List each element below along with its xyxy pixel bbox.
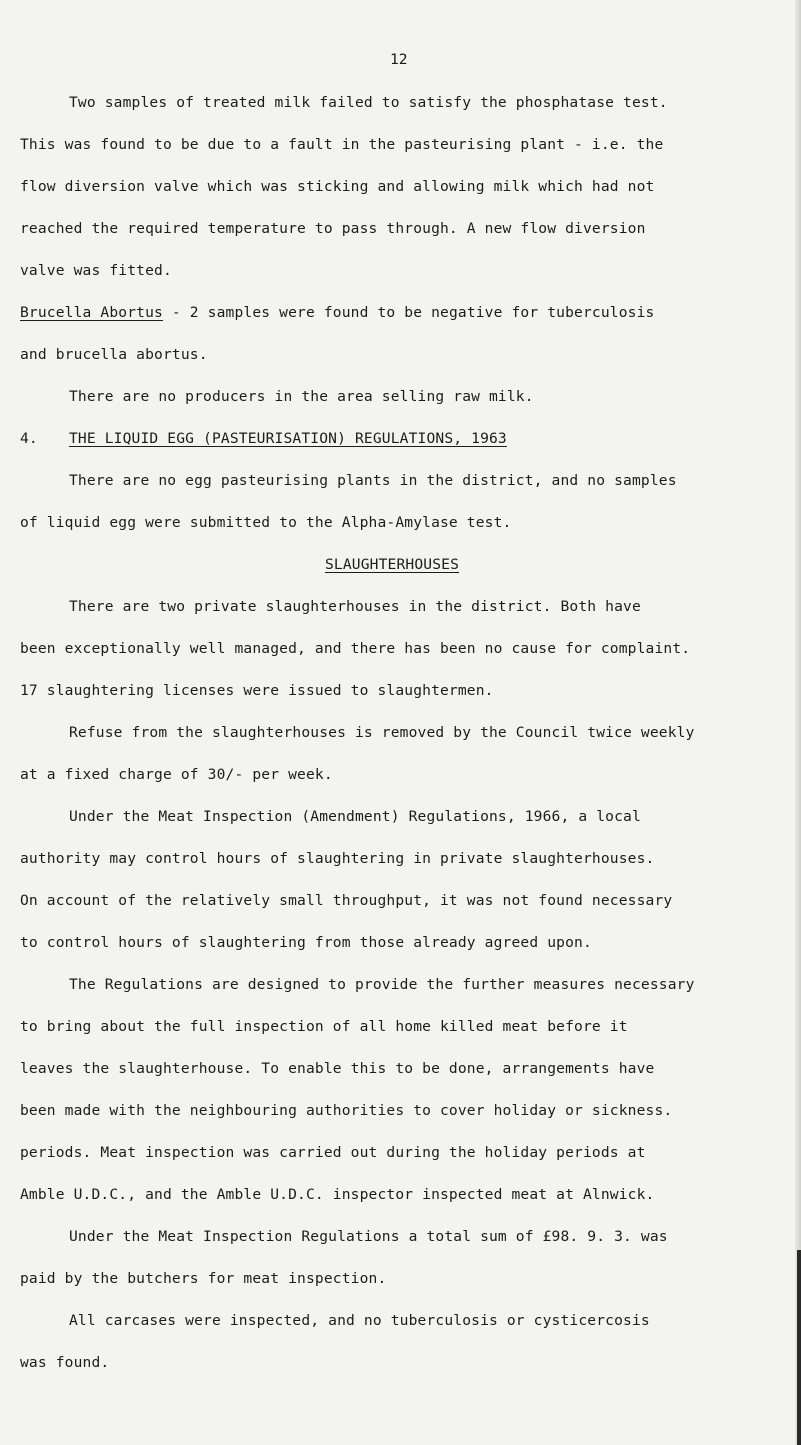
- section-number: 4.: [20, 430, 38, 447]
- text-line: and brucella abortus.: [20, 346, 208, 363]
- text-line: Refuse from the slaughterhouses is removed by the Council twice weekly: [69, 724, 695, 741]
- text-line: This was found to be due to a fault in the pasteurising plant - i.e. the: [20, 136, 664, 153]
- text-line: The Regulations are designed to provide the further measures necessary: [69, 976, 695, 993]
- text-line: There are no egg pasteurising plants in the district, and no samples: [69, 472, 677, 489]
- text-line: was found.: [20, 1354, 110, 1371]
- text-line: - 2 samples were found to be negative for tuberculosis: [162, 304, 655, 321]
- text-line: been made with the neighbouring authorities to cover holiday or sickness.: [20, 1102, 673, 1119]
- section-heading: THE LIQUID EGG (PASTEURISATION) REGULATIONS, 1963: [69, 430, 507, 447]
- page-edge-shadow: [795, 0, 801, 1445]
- text-line: Two samples of treated milk failed to satisfy the phosphatase test.: [69, 94, 668, 111]
- section-line: [20, 304, 654, 322]
- text-line: There are no producers in the area selling raw milk.: [69, 388, 534, 405]
- text-line: periods. Meat inspection was carried out during the holiday periods at: [20, 1144, 646, 1161]
- text-line: leaves the slaughterhouse. To enable this to be done, arrangements have: [20, 1060, 655, 1077]
- text-line: On account of the relatively small throughput, it was not found necessary: [20, 892, 673, 909]
- text-line: Under the Meat Inspection (Amendment) Regulations, 1966, a local: [69, 808, 641, 825]
- page-edge-dark: [797, 1250, 801, 1445]
- text-line: paid by the butchers for meat inspection.: [20, 1270, 387, 1287]
- text-line: at a fixed charge of 30/- per week.: [20, 766, 333, 783]
- text-line: There are two private slaughterhouses in the district. Both have: [69, 598, 641, 615]
- text-line: 17 slaughtering licenses were issued to slaughtermen.: [20, 682, 494, 699]
- text-line: valve was fitted.: [20, 262, 172, 279]
- text-line: Amble U.D.C., and the Amble U.D.C. inspector inspected meat at Alnwick.: [20, 1186, 655, 1203]
- text-line: reached the required temperature to pass through. A new flow diversion: [20, 220, 646, 237]
- page-number: 12: [390, 51, 408, 68]
- text-line: flow diversion valve which was sticking and allowing milk which had not: [20, 178, 655, 195]
- text-line: authority may control hours of slaughtering in private slaughterhouses.: [20, 850, 655, 867]
- text-line: Under the Meat Inspection Regulations a total sum of £98. 9. 3. was: [69, 1228, 668, 1245]
- text-line: All carcases were inspected, and no tuberculosis or cysticercosis: [69, 1312, 650, 1329]
- section-heading: Brucella Abortus: [20, 304, 163, 321]
- text-line: of liquid egg were submitted to the Alpha-Amylase test.: [20, 514, 512, 531]
- text-line: been exceptionally well managed, and there has been no cause for complaint.: [20, 640, 691, 657]
- text-line: to bring about the full inspection of all home killed meat before it: [20, 1018, 628, 1035]
- section-heading: SLAUGHTERHOUSES: [325, 556, 460, 573]
- text-line: to control hours of slaughtering from those already agreed upon.: [20, 934, 592, 951]
